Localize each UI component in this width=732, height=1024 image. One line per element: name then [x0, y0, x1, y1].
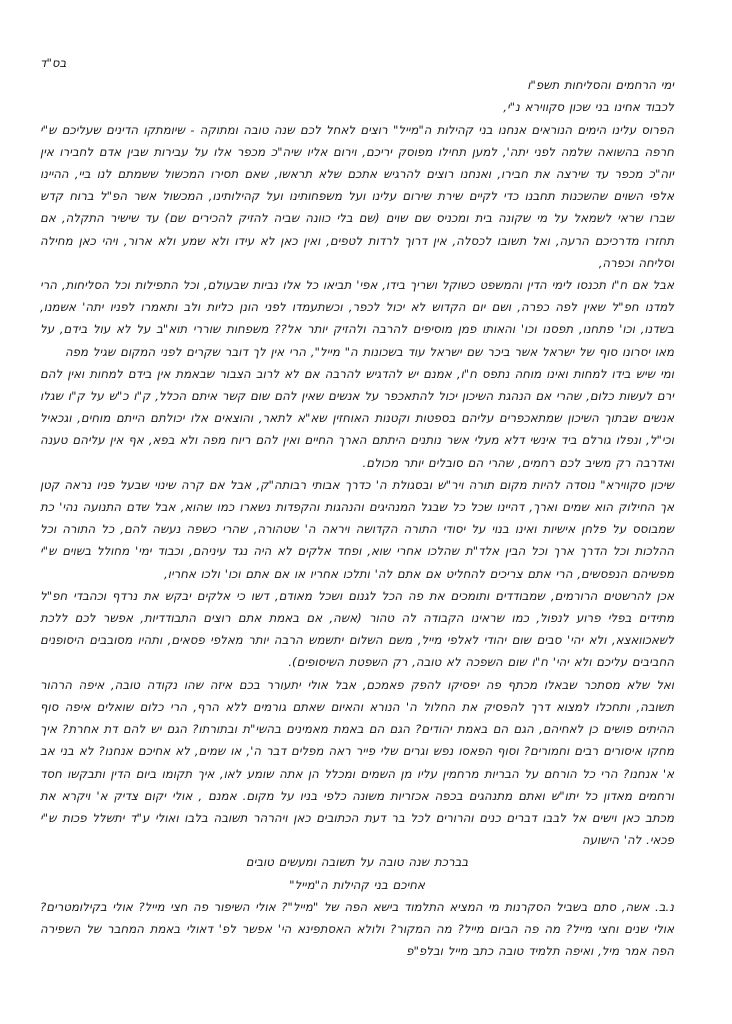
paragraph-6: ואל שלא מסתכר שבאלו מכתף פה יפסיקו להפק פאמכם, אבל אולי יתעורר בכם איזה שהו נקודה טובה, איפה הרהור תשובה, ותחכלו למצוא דרך להפסיק את החלול ה' הנורא והאיום שאתם גורמים ללא הרף, הרי כלום שואלים איפה סוף ההיתים פושים כן לאחיהם, הגם הם באמת יהודים? הגם הם באמת מאמינים בהשי"ת ובתורתו? הגם יש להם דת אחרת? איך מחקו איסורים רבים וחמורים? וסוף הפאסו נפש וגרים שלי פייר ראה מפלים דבר ה', או שמים, לא אחיכם אנחנו? לא בני אב א' אנחנו? הרי כל הורחם על הבריות מרחמין עליו מן השמים ומכלל הן אתה שומע לאו, איך תקומו ביום הדין ותבקשו חסד ורחמים מאדון כל יתו"ש ואתם מתנהגים בכפה אכזריות משונה כלפי בניו על מקום. אמנם , אולי יקום צדיק א' ויקרא את מכתב כאן וישים אל לבבו דברים כנים והרורים לכל בר דעת הכתובים כאן ויהרהר תשובה בלבו ואולי ע"ד יתשלל פכות ש"י פכאי. לה' הישועה — [40, 677, 674, 848]
paragraph-3: ומי שיש בידו למחות ואינו מוחה נתפס ח"ו, אמנם יש להדגיש להרבה אם לא לרוב הצבור שבאמת אין בידם למחות ואין להם ירם לעשות כלום, שהרי אם הנהגת השיכון יכול להתאכפר על אנשים שאין להם שום קשר איתם הכלל, ק"ו כ"ש על ק"ו שגלו אנשים שבתוך השיכון שמתאכפרים עליהם בספטות וקטנות האוחזין שא"א לתאר, והוצאים אלו יכולתם הייתם מוחים, וגכאיל וכי"ל, ונפלו גורלם ביד אינשי דלא מעלי אשר נותנים היתתם הארך החיים ואין להם ריוח מפה ולא בפא, אף אין עליהם טענה ואדרבה רק משיב לכם רחמים, שהרי הם סובלים יותר מכולם. — [40, 366, 674, 470]
paragraph-1: הפרוס עלינו הימים הנוראים אנחנו בני קהילות ה"מייל" רוצים לאחל לכם שנה טובה ומתוקה - שיומתקו הדינים שעליכם ש"י חרפה בהשואה שלמה לפני יתה', למען תחילו מפוסק יריכם, וירום אליו שיה"כ מכפר אלו על עבירות שבין אדם לחבירו אין יוה"כ מכפר עד שירצה את חבירו, ואנחנו רוצים להרגיש אתכם שלא תראשו, שאם תסירו המכשול ששמתם לנו ביי, ההיינו אלפי השוים שהשכנות תחבנו כדי לקיים שירת שירום עלינו ועל משפחותינו ועל קהילותינו, המכשול אשר הפ"ל ברוח קדש שברו שראי לשמאל על מי שקונה בית ומכניס שם שוים (שם בלי כוונה שביה להזיק להכירים שם) עד שישיר התקלה, אם תחזרו מדרכיכם הרעה, ואל תשובו לכסלה, אין דרוך לרדות לטפים, ואין כאן לא עידו ולא שמע ולא ארור, ויהי כאן מחילה וסליחה וכפרה, — [40, 122, 674, 270]
letter-body — [40, 52, 674, 962]
paragraph-2: אבל אם ח"ו תכנסו לימי הדין והמשפט כשוקל ושריך בידו, אפי' תביאו כל אלו נביות שבעולם, וכל התפילות וכל הסליחות, הרי למדנו חפ"ל שאין לפה כפרה, ושם יום הקדוש לא יכול לכפר, וכשתעמדו לפני הונן כליות ולב ותאמרו לפניו יתה' אשמנו, בשדנו, וכו' פתחנו, תפסנו וכו' והאותו פמן מוסיפים להרבה ולהזיק יותר אל?? משפחות שוררי תוא"ב על לא עול בידם, על מאו יסרונו סוף של ישראל אשר ביכר שם ישראל עוד בשכונות ה" מייל", הרי אין לך דובר שקרים לפני המקום שגיל מפה — [40, 278, 674, 359]
bsd-header: בס"ד — [40, 56, 67, 70]
addressee-line: לכבוד אחינו בני שכון סקווירא נ"י, — [503, 100, 674, 115]
paragraph-4: שיכון סקווירא" נוסדה להיות מקום תורה ויר"ש ובסגולת ה' כדרך אבותי רבותה"ק, אבל אם קרה שינוי שבעל פניו נראה קטן אך החילוק הוא שמים וארך, דהיינו שכל כל שבגל המנהיגים והנהגות והקפדות נשארו כמו שהוא, אבל שדם התנועה נהי' כת שמבוסס על פלחן אישיות ואינו בנוי על יסודי התורה הקדושה ויראה ה' שטהורה, שהרי כשפה נעשה להם, כל התורה וכל ההלכות וכל הדרך ארך וכל הבין אלד"ת שהלכו אחרי שוא, ופחד אלקים לא היה נגד עיניהם, וכבוד ימי' מחולל בשוים ש"י מפשיהם הנפסשים, הרי אתם צריכים להחליט אם אתם לה' ותלכו אחריו או אם אתם וכו' ולכו אחריו, — [40, 477, 674, 581]
date-line: ימי הרחמים והסליחות תשפ"ו — [527, 78, 674, 93]
paragraph-5: אכן להרשטים הרורמים, שמבודדים ותומכים את פה הכל לגנום ושכל מאודם, דשו כי אלקים יבקש את נרדף וכהבדי חפ"ל מתידים בפלי פרוע לנפול, כמו שראינו הקבודה לה טהור (אשה, אם באמת אתם רוצים התבודדיות, אפשר לכם ללכת לשאכוואצא, ולא יהי' סבים שום יהודי לאלפי מייל, משם השלום יתשמש הרבה יותר מאלפי פסאים, ותהיו מסובבים היסופנים החביבים עליכם ולא יהי' ח"ו שום השפכה לא טובה, רק השפטת השיסופים). — [40, 588, 674, 670]
closing-blessing: בברכת שנה טובה על תשובה ומעשים טובים — [245, 855, 469, 870]
postscript: נ.ב. אשה, סתם בשביל הסקרנות מי המציא התלמוד בישא הפה של "מייל"? אולי השיפור פה חצי מייל? אולי בקילומטרים? אולי שנים וחצי מייל? מה פה הביום מייל? מה המקור? ולולא האסתפינא הי' אפשר לפ' דאולי באמת המחבר של השפירה הפה אמר מיל, ואיפה תלמיד טובה כתב מייל ובלפ"פ — [40, 899, 674, 959]
signature-line: אחיכם בני קהילות ה"מייל" — [289, 877, 425, 892]
